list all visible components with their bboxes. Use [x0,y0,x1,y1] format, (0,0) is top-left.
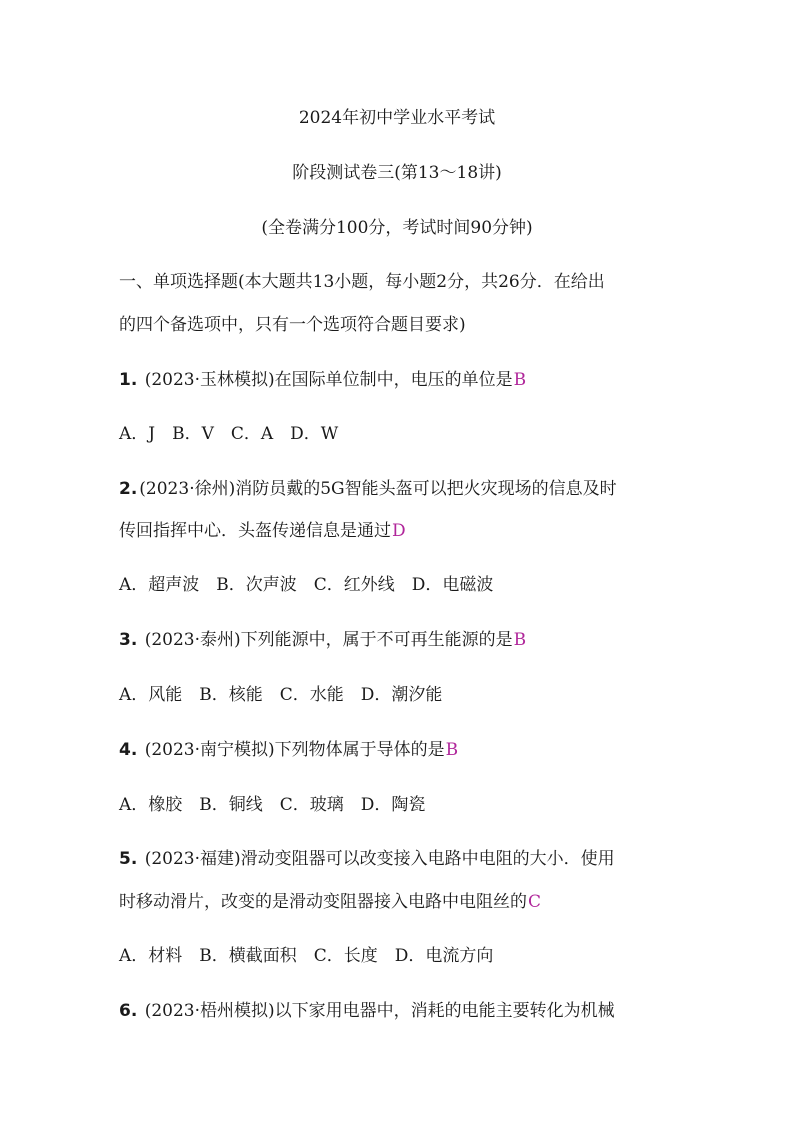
question-number: 6. [119,1001,138,1021]
exam-title: 2024年初中学业水平考试 [298,108,496,128]
answer-mark: B [513,630,527,650]
question-options: A．橡胶 B．铜线 C．玻璃 D．陶瓷 [119,795,426,815]
section-heading-line-2: 的四个备选项中，只有一个选项符合题目要求) [119,315,466,335]
question-options: A．J B．V C．A D．W [119,424,339,444]
answer-mark: D [392,521,406,541]
question-stem [119,847,615,871]
question-stem-continued [119,519,406,543]
question-text: (2023·泰州)下列能源中，属于不可再生能源的是 [139,630,513,650]
question-number: 5. [119,849,138,869]
question-stem [119,368,526,392]
question-stem [119,477,617,501]
question-stem [119,999,615,1023]
question-number: 4. [119,740,138,760]
question-stem-continued [119,890,541,914]
question-options: A．风能 B．核能 C．水能 D．潮汐能 [119,685,443,705]
answer-mark: C [528,892,542,912]
question-options: A．超声波 B．次声波 C．红外线 D．电磁波 [119,575,494,595]
question-stem [119,628,526,652]
question-text: 传回指挥中心．头盔传递信息是通过 [119,521,391,541]
answer-mark: B [513,370,527,390]
question-text: (2023·福建)滑动变阻器可以改变接入电路中电阻的大小．使用 [139,849,615,869]
exam-subtitle: 阶段测试卷三(第13～18讲) [292,163,502,183]
question-text: 时移动滑片，改变的是滑动变阻器接入电路中电阻丝的 [119,892,527,912]
question-number: 2. [119,479,138,499]
question-options: A．材料 B．横截面积 C．长度 D．电流方向 [119,946,494,966]
question-number: 1. [119,370,138,390]
exam-note: (全卷满分100分，考试时间90分钟) [261,218,533,238]
question-number: 3. [119,630,138,650]
question-text: (2023·南宁模拟)下列物体属于导体的是 [139,740,445,760]
question-stem [119,738,458,762]
question-text: (2023·玉林模拟)在国际单位制中，电压的单位是 [139,370,513,390]
answer-mark: B [445,740,459,760]
question-text: (2023·梧州模拟)以下家用电器中，消耗的电能主要转化为机械 [139,1001,615,1021]
section-heading-line-1: 一、单项选择题(本大题共13小题，每小题2分，共26分．在给出 [119,272,605,292]
question-text: (2023·徐州)消防员戴的5G智能头盔可以把火灾现场的信息及时 [139,479,617,499]
